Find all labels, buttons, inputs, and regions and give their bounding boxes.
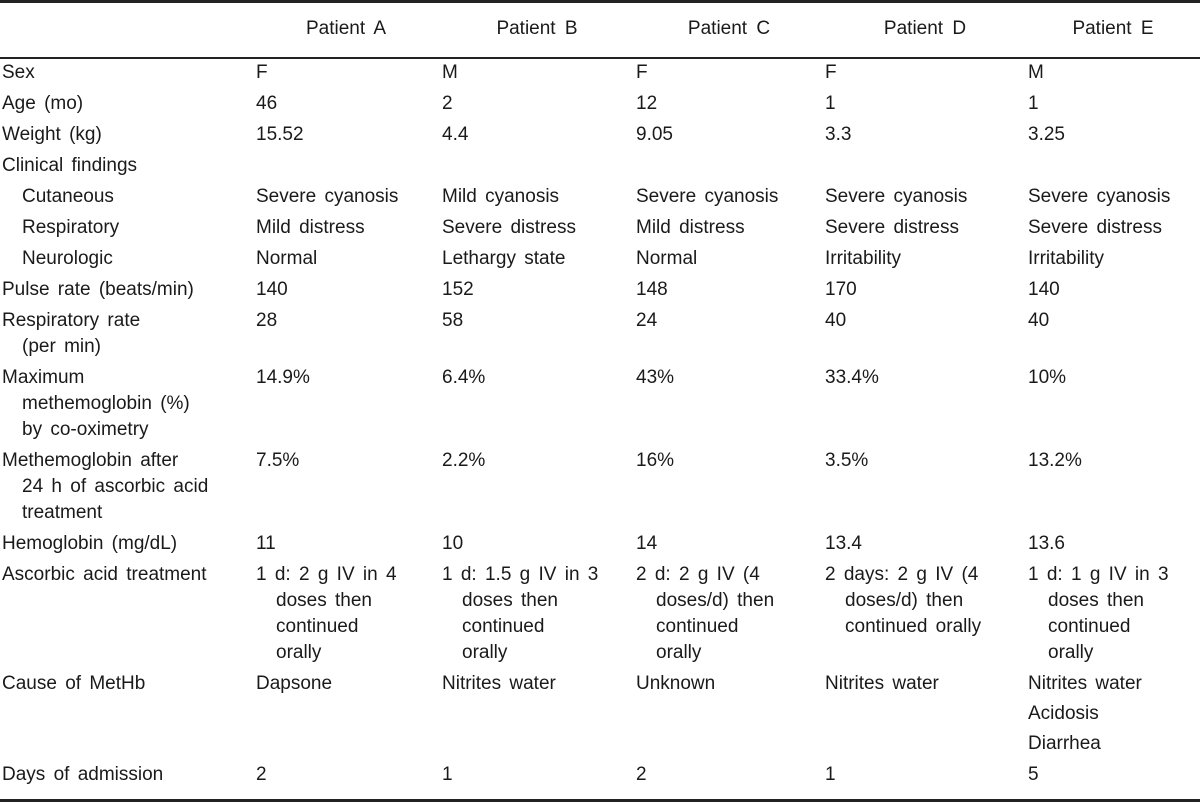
cell-patient-b <box>442 671 632 697</box>
cell-line: 16% <box>636 450 675 471</box>
cell-line: doses then <box>1048 590 1144 611</box>
cell-patient-b <box>442 448 632 474</box>
cell-line: continued <box>276 616 359 637</box>
cell-line: 15.52 <box>256 124 304 145</box>
cell-line: orally <box>1048 642 1094 663</box>
cell-patient-e <box>1028 308 1198 334</box>
cell-line: 1 d: 2 g IV in 4 <box>256 564 397 585</box>
cell-line: M <box>1028 62 1044 83</box>
cell-line: Diarrhea <box>1028 733 1101 754</box>
cell-line: doses then <box>462 590 558 611</box>
cell-patient-e <box>1028 671 1198 757</box>
cell-line: continued orally <box>845 616 982 637</box>
cell-patient-e <box>1028 215 1198 241</box>
cell-line: Mild distress <box>256 217 365 238</box>
cell-line: Irritability <box>1028 248 1105 269</box>
row-label-line: by co-oximetry <box>22 419 149 440</box>
cell-line: Severe cyanosis <box>825 186 968 207</box>
row-label <box>2 246 272 272</box>
cell-patient-a <box>256 308 436 334</box>
cell-line: 2 <box>256 764 267 785</box>
cell-patient-b <box>442 762 632 788</box>
cell-patient-c <box>636 246 822 272</box>
cell-patient-d <box>825 122 1025 148</box>
column-header-patient-c: Patient C <box>687 18 771 39</box>
cell-patient-b <box>442 184 632 210</box>
row-label <box>2 671 252 697</box>
row-label <box>2 762 252 788</box>
row-label <box>2 122 252 148</box>
row-label-line: treatment <box>22 502 103 523</box>
cell-patient-e <box>1028 531 1198 557</box>
row-label-line: Cause of MetHb <box>2 673 146 694</box>
cell-line: Severe distress <box>825 217 959 238</box>
row-label-line: 24 h of ascorbic acid <box>22 476 209 497</box>
cell-line: M <box>442 62 458 83</box>
row-label-line: Hemoglobin (mg/dL) <box>2 533 178 554</box>
cell-line: 170 <box>825 279 857 300</box>
row-label <box>2 448 252 526</box>
cell-line: orally <box>462 642 508 663</box>
cell-line: Severe cyanosis <box>636 186 779 207</box>
column-header-patient-e: Patient E <box>1072 18 1154 39</box>
cell-line: Normal <box>256 248 318 269</box>
row-label <box>2 308 252 360</box>
column-header-patient-d: Patient D <box>883 18 967 39</box>
cell-patient-d <box>825 246 1025 272</box>
cell-patient-a <box>256 277 436 303</box>
cell-line: 10 <box>442 533 464 554</box>
cell-line: 148 <box>636 279 668 300</box>
cell-line: 40 <box>1028 310 1050 331</box>
row-label-line: Clinical findings <box>2 155 138 176</box>
cell-patient-e <box>1028 365 1198 391</box>
cell-line: doses/d) then <box>845 590 964 611</box>
cell-patient-c <box>636 60 822 86</box>
cell-line: Severe distress <box>1028 217 1162 238</box>
cell-patient-a <box>256 671 436 697</box>
cell-patient-d <box>825 277 1025 303</box>
cell-patient-a <box>256 762 436 788</box>
row-label <box>2 60 252 86</box>
cell-patient-e <box>1028 448 1198 474</box>
row-label-line: Sex <box>2 62 35 83</box>
row-label <box>2 277 252 303</box>
cell-line: 28 <box>256 310 278 331</box>
table-header-rule <box>0 57 1200 59</box>
cell-line: Nitrites water <box>1028 673 1142 694</box>
row-label-line: Respiratory <box>22 217 120 238</box>
cell-patient-a <box>256 60 436 86</box>
table-bottom-rule <box>0 799 1200 802</box>
cell-line: doses then <box>276 590 372 611</box>
cell-line: Severe cyanosis <box>1028 186 1171 207</box>
cell-line: Normal <box>636 248 698 269</box>
row-label-line: Cutaneous <box>22 186 114 207</box>
cell-patient-c <box>636 365 822 391</box>
cell-line: 2 days: 2 g IV (4 <box>825 564 979 585</box>
cell-patient-c <box>636 448 822 474</box>
row-label <box>2 531 252 557</box>
cell-line: 11 <box>256 533 276 554</box>
cell-line: F <box>825 62 837 83</box>
cell-line: 6.4% <box>442 367 486 388</box>
cell-patient-b <box>442 91 632 117</box>
cell-line: 2 d: 2 g IV (4 <box>636 564 760 585</box>
cell-line: 1 <box>1028 93 1039 114</box>
cell-line: Severe cyanosis <box>256 186 399 207</box>
row-label <box>2 153 252 179</box>
cell-line: 10% <box>1028 367 1067 388</box>
cell-patient-d <box>825 365 1025 391</box>
cell-line: orally <box>656 642 702 663</box>
cell-line: 1 <box>442 764 453 785</box>
cell-patient-e <box>1028 60 1198 86</box>
row-label-line: Pulse rate (beats/min) <box>2 279 194 300</box>
cell-line: continued <box>462 616 545 637</box>
cell-patient-c <box>636 762 822 788</box>
cell-line: doses/d) then <box>656 590 775 611</box>
cell-line: 9.05 <box>636 124 673 145</box>
cell-line: Mild cyanosis <box>442 186 560 207</box>
row-label-line: methemoglobin (%) <box>22 393 190 414</box>
cell-line: 4.4 <box>442 124 469 145</box>
cell-line: 1 d: 1 g IV in 3 <box>1028 564 1169 585</box>
row-label <box>2 184 272 210</box>
column-header-patient-a: Patient A <box>305 18 387 39</box>
cell-line: 40 <box>825 310 847 331</box>
cell-patient-c <box>636 562 822 666</box>
cell-patient-b <box>442 60 632 86</box>
cell-patient-a <box>256 531 436 557</box>
cell-patient-d <box>825 762 1025 788</box>
cell-line: orally <box>276 642 322 663</box>
cell-patient-d <box>825 184 1025 210</box>
cell-patient-d <box>825 60 1025 86</box>
table-header-row <box>0 0 1200 57</box>
cell-line: Lethargy state <box>442 248 566 269</box>
cell-line: 13.4 <box>825 533 862 554</box>
cell-line: continued <box>656 616 739 637</box>
row-label-line: Days of admission <box>2 764 164 785</box>
cell-patient-c <box>636 122 822 148</box>
cell-line: 7.5% <box>256 450 300 471</box>
cell-patient-b <box>442 562 632 666</box>
cell-line: 2.2% <box>442 450 486 471</box>
cell-line: 140 <box>256 279 288 300</box>
cell-line: 43% <box>636 367 675 388</box>
cell-line: Unknown <box>636 673 716 694</box>
cell-line: Irritability <box>825 248 902 269</box>
cell-patient-a <box>256 91 436 117</box>
cell-patient-e <box>1028 122 1198 148</box>
cell-line: 2 <box>636 764 647 785</box>
cell-patient-c <box>636 277 822 303</box>
cell-line: 140 <box>1028 279 1060 300</box>
cell-line: 1 <box>825 93 836 114</box>
row-label <box>2 562 252 588</box>
row-label-line: Ascorbic acid treatment <box>2 564 207 585</box>
cell-line: 2 <box>442 93 453 114</box>
cell-patient-e <box>1028 184 1198 210</box>
row-label-line: (per min) <box>22 336 102 357</box>
cell-patient-d <box>825 215 1025 241</box>
cell-line: 13.2% <box>1028 450 1082 471</box>
column-header-patient-b: Patient B <box>496 18 578 39</box>
cell-line: 152 <box>442 279 474 300</box>
cell-patient-c <box>636 215 822 241</box>
cell-patient-d <box>825 562 1025 640</box>
cell-patient-d <box>825 448 1025 474</box>
cell-patient-b <box>442 365 632 391</box>
row-label-line: Age (mo) <box>2 93 84 114</box>
cell-patient-d <box>825 531 1025 557</box>
cell-line: 33.4% <box>825 367 879 388</box>
cell-line: 12 <box>636 93 658 114</box>
cell-line: Nitrites water <box>442 673 556 694</box>
cell-patient-b <box>442 308 632 334</box>
cell-line: Nitrites water <box>825 673 939 694</box>
cell-patient-c <box>636 531 822 557</box>
cell-patient-e <box>1028 246 1198 272</box>
row-label <box>2 91 252 117</box>
row-label <box>2 215 272 241</box>
cell-line: 1 d: 1.5 g IV in 3 <box>442 564 599 585</box>
cell-patient-a <box>256 562 436 666</box>
cell-patient-e <box>1028 277 1198 303</box>
cell-patient-d <box>825 91 1025 117</box>
row-label-line: Respiratory rate <box>2 310 141 331</box>
cell-line: 3.25 <box>1028 124 1065 145</box>
cell-line: 14.9% <box>256 367 310 388</box>
cell-patient-b <box>442 246 632 272</box>
cell-line: Mild distress <box>636 217 745 238</box>
row-label <box>2 365 252 443</box>
cell-patient-a <box>256 365 436 391</box>
cell-patient-a <box>256 215 436 241</box>
cell-patient-a <box>256 122 436 148</box>
cell-patient-b <box>442 531 632 557</box>
row-label-line: Maximum <box>2 367 85 388</box>
cell-line: F <box>636 62 648 83</box>
row-label-line: Weight (kg) <box>2 124 102 145</box>
cell-patient-b <box>442 122 632 148</box>
cell-line: 58 <box>442 310 464 331</box>
row-label-line: Methemoglobin after <box>2 450 179 471</box>
cell-patient-c <box>636 91 822 117</box>
cell-line: 5 <box>1028 764 1039 785</box>
cell-line: F <box>256 62 268 83</box>
cell-line: 46 <box>256 93 278 114</box>
cell-patient-e <box>1028 562 1198 666</box>
cell-patient-a <box>256 184 436 210</box>
cell-line: 3.5% <box>825 450 869 471</box>
cell-patient-b <box>442 215 632 241</box>
cell-patient-c <box>636 671 822 697</box>
cell-patient-a <box>256 246 436 272</box>
cell-line: Dapsone <box>256 673 333 694</box>
cell-line: 3.3 <box>825 124 852 145</box>
cell-line: 14 <box>636 533 658 554</box>
cell-patient-d <box>825 308 1025 334</box>
cell-line: Severe distress <box>442 217 576 238</box>
cell-line: 13.6 <box>1028 533 1065 554</box>
cell-line: 1 <box>825 764 836 785</box>
cell-line: continued <box>1048 616 1131 637</box>
cell-patient-e <box>1028 762 1198 788</box>
cell-patient-e <box>1028 91 1198 117</box>
cell-patient-a <box>256 448 436 474</box>
cell-line: 24 <box>636 310 658 331</box>
cell-patient-c <box>636 308 822 334</box>
cell-patient-d <box>825 671 1025 697</box>
row-label-line: Neurologic <box>22 248 113 269</box>
cell-patient-c <box>636 184 822 210</box>
cell-patient-b <box>442 277 632 303</box>
cell-line: Acidosis <box>1028 703 1099 724</box>
